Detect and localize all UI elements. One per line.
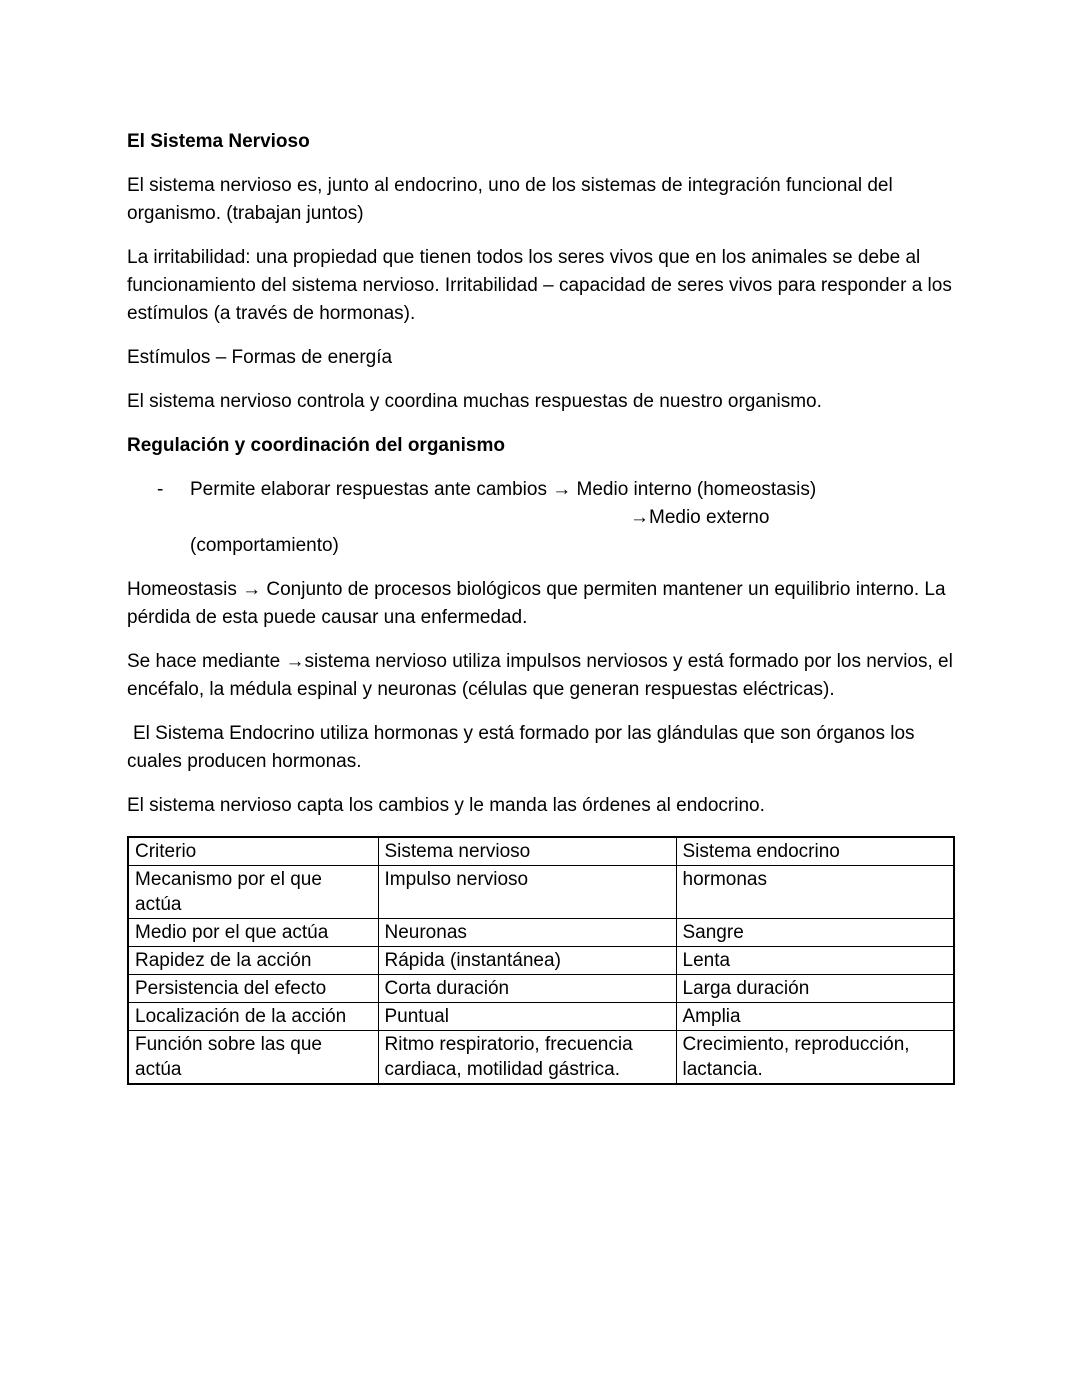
table-cell: Puntual [378, 1003, 676, 1031]
paragraph-intro: El sistema nervioso es, junto al endocrino, uno de los sistemas de integración funcional del organismo. (trabajan juntos) [127, 175, 893, 224]
table-row [128, 1003, 954, 1031]
list-bullet-dash: - [157, 479, 164, 500]
list-item [127, 476, 955, 504]
table-cell: Localización de la acción [128, 1003, 378, 1031]
table-cell: Sangre [676, 919, 954, 947]
table-cell: Sistema endocrino [676, 837, 954, 866]
table-cell: Corta duración [378, 975, 676, 1003]
list-item-continuation-comportamiento: (comportamiento) [190, 535, 339, 556]
document-title: El Sistema Nervioso [127, 131, 310, 152]
table-cell: Amplia [676, 1003, 954, 1031]
table-cell: Crecimiento, reproducción, lactancia. [676, 1031, 954, 1085]
table-row [128, 975, 954, 1003]
table-cell: Persistencia del efecto [128, 975, 378, 1003]
table-row [128, 919, 954, 947]
table-cell: Función sobre las que actúa [128, 1031, 378, 1085]
paragraph-sistema-endocrino: El Sistema Endocrino utiliza hormonas y está formado por las glándulas que son órganos los cuales producen hormonas. [127, 723, 915, 772]
table-cell: Rapidez de la acción [128, 947, 378, 975]
table-cell: Rápida (instantánea) [378, 947, 676, 975]
table-cell: Sistema nervioso [378, 837, 676, 866]
comparison-table [127, 836, 955, 1085]
table-cell: Medio por el que actúa [128, 919, 378, 947]
list-block [127, 476, 955, 560]
paragraph-estimulos: Estímulos – Formas de energía [127, 347, 393, 368]
paragraph-se-hace-mediante: Se hace mediante →sistema nervioso utiliza impulsos nerviosos y está formado por los nervios, el encéfalo, la médula espinal y neuronas (células que generan respuestas eléctricas). [127, 651, 953, 700]
table-cell: Lenta [676, 947, 954, 975]
list-item-continuation-medio-externo: →Medio externo [630, 507, 770, 528]
paragraph-homeostasis: Homeostasis → Conjunto de procesos biológicos que permiten mantener un equilibrio interno. La pérdida de esta puede causar una enfermedad. [127, 579, 946, 628]
table-row [128, 947, 954, 975]
paragraph-irritabilidad: La irritabilidad: una propiedad que tienen todos los seres vivos que en los animales se debe al funcionamiento del sistema nervioso. Irritabilidad – capacidad de seres vivos para responder a los estímulos (a través de hormonas). [127, 247, 952, 324]
table-cell: Ritmo respiratorio, frecuencia cardiaca, motilidad gástrica. [378, 1031, 676, 1085]
table-cell: Larga duración [676, 975, 954, 1003]
table-cell: Mecanismo por el que actúa [128, 866, 378, 919]
table-cell: Criterio [128, 837, 378, 866]
section-heading-regulacion: Regulación y coordinación del organismo [127, 435, 505, 456]
list-item-text: Permite elaborar respuestas ante cambios → Medio interno (homeostasis) [190, 479, 817, 500]
table-row [128, 866, 954, 919]
table-row-header [128, 837, 954, 866]
table-cell: Impulso nervioso [378, 866, 676, 919]
table-cell: Neuronas [378, 919, 676, 947]
table-row [128, 1031, 954, 1085]
paragraph-capta-cambios: El sistema nervioso capta los cambios y le manda las órdenes al endocrino. [127, 795, 765, 816]
paragraph-controla-coordina: El sistema nervioso controla y coordina muchas respuestas de nuestro organismo. [127, 391, 822, 412]
table-cell: hormonas [676, 866, 954, 919]
